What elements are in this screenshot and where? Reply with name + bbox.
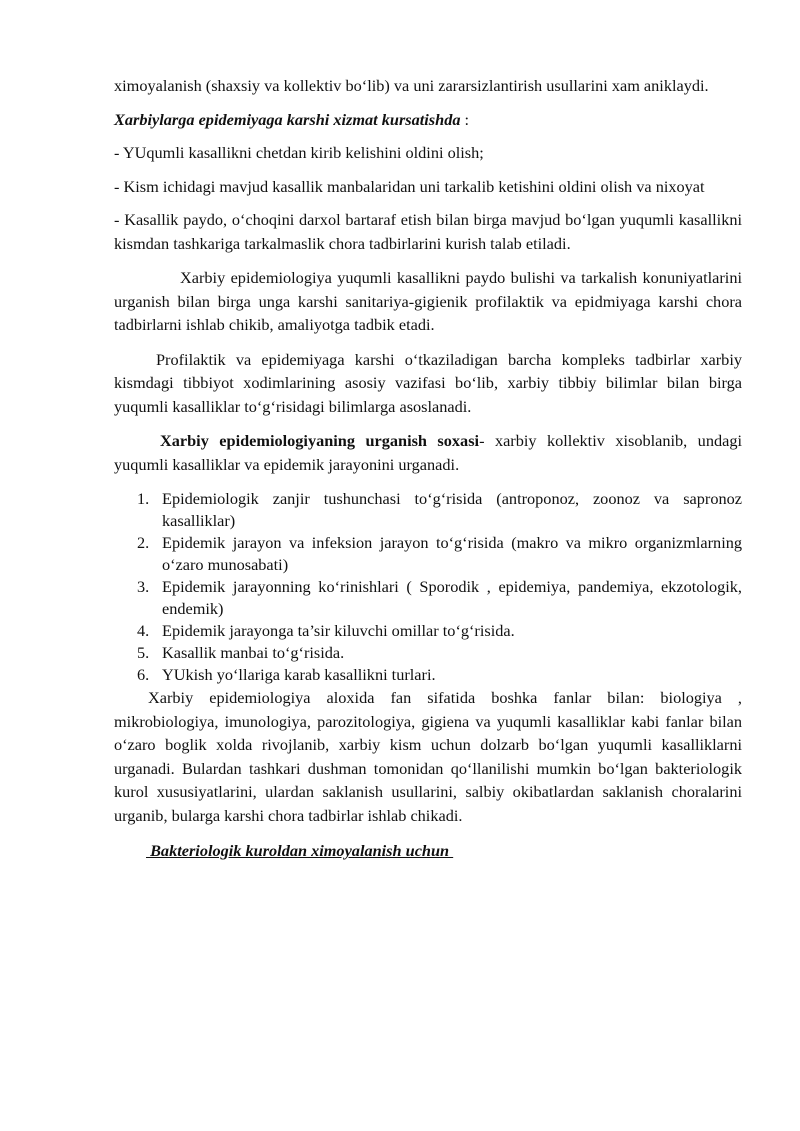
document-page [114, 74, 742, 863]
paragraph-prophylactic-measures: Profilaktik va epidemiyaga karshi o‘tkaziladigan barcha kompleks tadbirlar xarbiy kismdagi tibbiyot xodimlarining asosiy vazifasi bo‘lib, xarbiy tibbiy bilimlar bilan birga yuqumli kasalliklar to‘g‘risidagi bilimlarga asoslanadi. [114, 349, 742, 416]
list-item-text: Epidemik jarayonga ta’sir kiluvchi omillar to‘g‘risida. [162, 621, 515, 640]
list-item [114, 664, 742, 686]
section-heading-title: Xarbiylarga epidemiyaga karshi xizmat kursatishda [114, 109, 461, 129]
topics-list [114, 488, 742, 686]
list-item-text: Kasallik manbai to‘g‘risida. [162, 643, 345, 662]
list-item-text: Epidemik jarayon va infeksion jarayon to‘g‘risida (makro va mikro organizmlarning o‘zaro munosabati) [162, 533, 742, 574]
bullet-item: - Kism ichidagi mavjud kasallik manbalaridan uni tarkalib ketishini oldini olish va nixoyat [114, 176, 705, 196]
section-heading-epidemic-service [114, 108, 742, 132]
section-heading-colon: : [460, 109, 470, 129]
list-item-number: 3. [137, 577, 150, 596]
section-heading-bacteriological-protection [114, 839, 742, 863]
bullet-item: - Kasallik paydo, o‘choqini darxol bartaraf etish bilan birga mavjud bo‘lgan yuqumli kasallikni kismdan tashkariga tarkalmaslik chora tadbirlarini kurish talab etiladi. [114, 210, 742, 253]
list-item-text: Epidemiologik zanjir tushunchasi to‘g‘risida (antroponoz, zoonoz va sapronoz kasalliklar) [162, 489, 742, 530]
paragraph-military-epidemiology: Xarbiy epidemiologiya yuqumli kasallikni paydo bulishi va tarkalish konuniyatlarini urganish bilan birga unga karshi sanitariya-gigienik profilaktik va epidmiyaga karshi chora tadbirlarni ishlab chikib, amaliyotga tadbik etadi. [114, 268, 742, 334]
list-item [114, 642, 742, 664]
list-item [114, 488, 742, 532]
list-item-number: 2. [137, 533, 150, 552]
list-item-number: 6. [137, 665, 150, 684]
paragraph-related-sciences: Xarbiy epidemiologiya aloxida fan sifatida boshka fanlar bilan: biologiya , mikrobiologiya, imunologiya, parozitologiya, gigiena va yuqumli kasalliklar kabi fanlar bilan o‘zaro boglik xolda rivojlanib, xarbiy kism uchun dolzarb bo‘lgan yuqumli kasalliklarni urganadi. Bulardan tashkari dushman tomonidan qo‘llanilishi mumkin bo‘lgan bakteriologik kurol xususiyatlarini, ulardan saklanish usullarini, salbiy okibatlardan saklanish choralarini urganib, bularga karshi chora tadbirlar ishlab chikadi. [114, 688, 742, 825]
list-item [114, 620, 742, 642]
list-item-number: 5. [137, 643, 150, 662]
list-item-number: 4. [137, 621, 150, 640]
list-item [114, 576, 742, 620]
paragraph-study-field [114, 429, 742, 476]
section-heading-title: Bakteriologik kuroldan ximoyalanish uchun [146, 841, 454, 860]
study-field-bold-term: Xarbiy epidemiologiyaning urganish soxasi [160, 431, 480, 450]
bullet-item: - YUqumli kasallikni chetdan kirib kelishini oldini olish; [114, 143, 484, 162]
list-item [114, 532, 742, 576]
list-item-text: YUkish yo‘llariga karab kasallikni turlari. [162, 665, 436, 684]
study-field-description: - xarbiy kollektiv xisoblanib, undagi yuqumli kasalliklar va epidemik jarayonini urganadi. [114, 431, 742, 474]
paragraph-intro: ximoyalanish (shaxsiy va kollektiv bo‘lib) va uni zararsizlantirish usullarini xam aniklaydi. [114, 76, 709, 95]
list-item-text: Epidemik jarayonning ko‘rinishlari ( Sporodik , epidemiya, pandemiya, ekzotologik, endemik) [162, 577, 742, 618]
list-item-number: 1. [137, 489, 150, 508]
